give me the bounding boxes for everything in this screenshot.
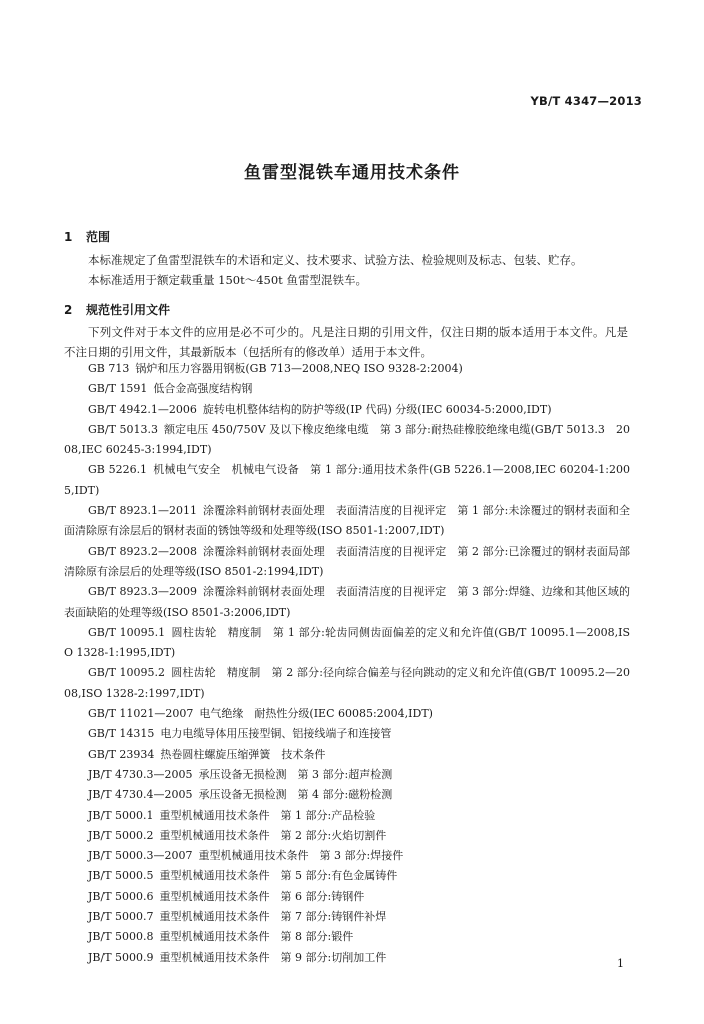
section-2-number: 2 [64,303,73,317]
reference-code: JB/T 5000.9 [88,950,154,964]
reference-code: GB/T 11021—2007 [88,707,194,721]
section-1-title: 范围 [86,230,111,244]
reference-title: 额定电压 450/750V 及以下橡皮绝缘电缆 第 3 部分:耐热硅橡胶绝缘电缆(GB/T 5013.3 2008,IEC 60245-3:1994,IDT) [64,422,630,457]
reference-title: 涂覆涂料前钢材表面处理 表面清洁度的目视评定 第 2 部分:已涂覆过的钢材表面局部清除原有涂层后的处理等级(ISO 8501-2:1994,IDT) [64,544,630,578]
reference-title: 重型机械通用技术条件 第 1 部分:产品检验 [159,808,376,822]
reference-code: JB/T 5000.3—2007 [88,849,193,863]
reference-title: 重型机械通用技术条件 第 2 部分:火焰切割件 [159,828,387,842]
reference-item [64,887,630,907]
reference-code: GB/T 10095.1 [88,625,166,639]
reference-code: GB/T 14315 [88,727,155,741]
reference-code: GB/T 4942.1—2006 [88,402,197,416]
reference-title: 圆柱齿轮 精度制 第 1 部分:轮齿同侧齿面偏差的定义和允许值(GB/T 10095.1—2008,ISO 1328-1:1995,IDT) [64,625,630,660]
reference-title: 旋转电机整体结构的防护等级(IP 代码) 分级(IEC 60034-5:2000,IDT) [202,402,552,416]
reference-code: GB/T 1591 [88,382,148,396]
reference-title: 电气绝缘 耐热性分级(IEC 60085:2004,IDT) [199,707,433,721]
reference-code: GB/T 5013.3 [88,422,158,436]
reference-title: 涂覆涂料前钢材表面处理 表面清洁度的目视评定 第 1 部分:未涂覆过的钢材表面和全面清除原有涂层后的钢材表面的锈蚀等级和处理等级(ISO 8501-1:2007,IDT) [64,504,630,538]
reference-code: GB/T 8923.2—2008 [88,544,197,558]
reference-code: GB 713 [88,362,130,375]
reference-title: 重型机械通用技术条件 第 5 部分:有色金属铸件 [159,869,398,883]
reference-code: JB/T 5000.2 [88,828,154,842]
reference-code: JB/T 5000.6 [88,889,154,903]
reference-item [64,379,630,399]
reference-item [64,806,630,826]
document-title: 鱼雷型混铁车通用技术条件 [244,163,460,183]
reference-code: JB/T 5000.7 [88,910,154,924]
section-1-heading [64,228,110,245]
section-1-number: 1 [64,230,73,244]
reference-item [64,866,630,886]
reference-item [64,948,630,968]
reference-title: 重型机械通用技术条件 第 3 部分:焊接件 [198,849,404,863]
reference-item [64,724,630,744]
reference-title: 承压设备无损检测 第 4 部分:磁粉检测 [198,788,393,802]
reference-item [64,663,630,704]
standard-code: YB/T 4347—2013 [530,94,642,108]
reference-item [64,400,630,420]
section-2-title: 规范性引用文件 [86,303,171,317]
reference-title: 重型机械通用技术条件 第 9 部分:切削加工件 [159,950,387,964]
reference-code: GB/T 8923.1—2011 [88,504,197,518]
reference-item [64,826,630,846]
reference-title: 电力电缆导体用压接型铜、铝接线端子和连接管 [160,727,392,741]
reference-code: GB/T 23934 [88,747,155,761]
reference-title: 圆柱齿轮 精度制 第 2 部分:径向综合偏差与径向跳动的定义和允许值(GB/T 10095.2—2008,ISO 1328-2:1997,IDT) [64,666,630,700]
reference-item [64,927,630,947]
reference-code: JB/T 5000.5 [88,869,154,883]
reference-title: 涂覆涂料前钢材表面处理 表面清洁度的目视评定 第 3 部分:焊缝、边缘和其他区域的表面缺陷的处理等级(ISO 8501-3:2006,IDT) [64,585,630,619]
reference-item [64,704,630,724]
section-1-paragraph-2: 本标准适用于额定载重量 150t～450t 鱼雷型混铁车。 [88,273,367,287]
reference-code: GB/T 10095.2 [88,666,166,680]
reference-item [64,501,630,542]
reference-title: 热卷圆柱螺旋压缩弹簧 技术条件 [160,747,326,761]
reference-item [64,846,630,866]
reference-title: 重型机械通用技术条件 第 7 部分:铸钢件补焊 [159,910,387,924]
reference-code: JB/T 5000.1 [88,808,154,822]
reference-title: 重型机械通用技术条件 第 6 部分:铸钢件 [159,889,365,903]
reference-code: GB/T 8923.3—2009 [88,585,197,599]
reference-code: GB 5226.1 [88,463,148,477]
reference-item [64,765,630,785]
reference-title: 低合金高强度结构钢 [153,382,253,396]
reference-title: 机械电气安全 机械电气设备 第 1 部分:通用技术条件(GB 5226.1—2008,IEC 60204-1:2005,IDT) [64,463,630,497]
reference-title: 重型机械通用技术条件 第 8 部分:锻件 [159,930,354,944]
reference-list [64,359,630,968]
page-number: 1 [617,957,624,970]
reference-code: JB/T 4730.4—2005 [88,788,193,802]
reference-item [64,460,630,501]
reference-item [64,623,630,664]
reference-item [64,907,630,927]
reference-code: JB/T 5000.8 [88,930,154,944]
reference-item [64,542,630,583]
reference-code: JB/T 4730.3—2005 [88,767,193,781]
reference-item [64,785,630,805]
reference-title: 锅炉和压力容器用钢板(GB 713—2008,NEQ ISO 9328-2:2004) [135,362,463,375]
reference-item [64,745,630,765]
reference-item [64,359,630,379]
reference-item [64,420,630,461]
section-2-intro: 下列文件对于本文件的应用是必不可少的。凡是注日期的引用文件，仅注日期的版本适用于本文件。凡是不注日期的引用文件，其最新版本（包括所有的修改单）适用于本文件。 [64,325,628,359]
section-2-heading [64,301,170,318]
section-1-paragraph-1: 本标准规定了鱼雷型混铁车的术语和定义、技术要求、试验方法、检验规则及标志、包装、贮存。 [88,253,583,267]
reference-item [64,582,630,623]
reference-title: 承压设备无损检测 第 3 部分:超声检测 [198,767,393,781]
